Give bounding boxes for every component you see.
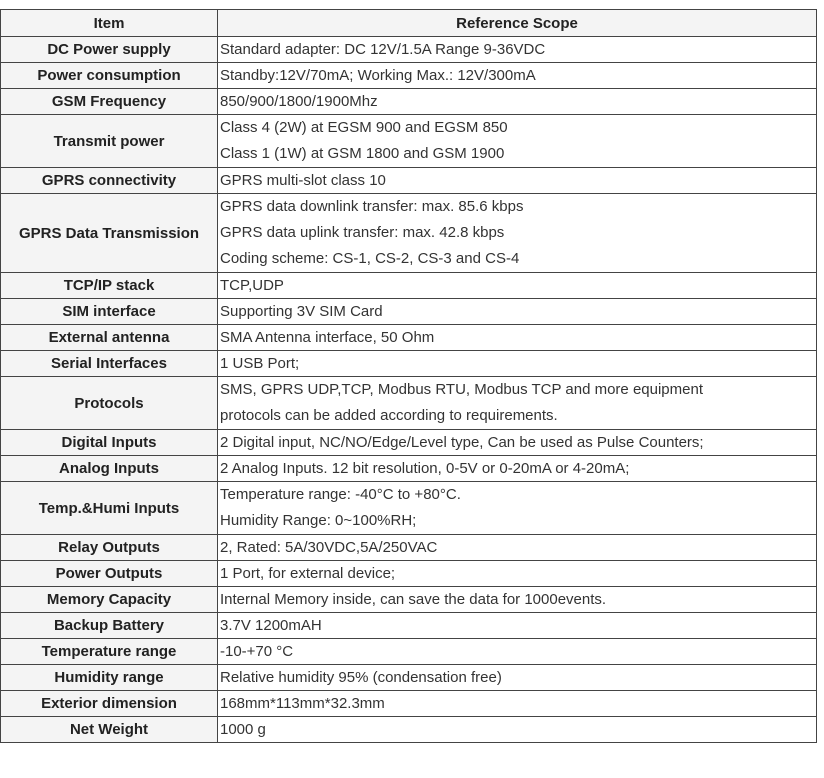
table-row [1,613,817,639]
item-cell: Temp.&Humi Inputs [1,482,218,535]
scope-line: Temperature range: -40°C to +80°C. [220,486,461,503]
scope-line: GPRS data uplink transfer: max. 42.8 kbps [220,224,505,241]
table-row [1,168,817,194]
scope-cell [218,717,817,743]
item-cell: Digital Inputs [1,430,218,456]
scope-cell [218,561,817,587]
item-cell: Relay Outputs [1,535,218,561]
scope-line: 2 Analog Inputs. 12 bit resolution, 0-5V or 0-20mA or 4-20mA; [220,460,630,477]
scope-line: 3.7V 1200mAH [220,617,322,634]
scope-line: 2, Rated: 5A/30VDC,5A/250VAC [220,539,438,556]
table-row [1,377,817,430]
scope-line: protocols can be added according to requirements. [220,407,558,424]
table-row [1,325,817,351]
scope-line: 1 Port, for external device; [220,565,396,582]
scope-cell [218,377,817,430]
table-row [1,194,817,273]
table-row [1,299,817,325]
scope-cell [218,535,817,561]
table-row [1,37,817,63]
item-cell: DC Power supply [1,37,218,63]
scope-cell [218,665,817,691]
scope-line: Humidity Range: 0~100%RH; [220,512,417,529]
scope-cell [218,273,817,299]
scope-line: Standby:12V/70mA; Working Max.: 12V/300mA [220,67,536,84]
scope-line: Relative humidity 95% (condensation free) [220,669,502,686]
table-row [1,587,817,613]
scope-line: 2 Digital input, NC/NO/Edge/Level type, Can be used as Pulse Counters; [220,434,704,451]
item-cell: Analog Inputs [1,456,218,482]
scope-cell [218,325,817,351]
item-cell: GPRS Data Transmission [1,194,218,273]
table-row [1,456,817,482]
scope-line: 850/900/1800/1900Mhz [220,93,378,110]
item-cell: TCP/IP stack [1,273,218,299]
item-cell: Serial Interfaces [1,351,218,377]
item-cell: SIM interface [1,299,218,325]
item-cell: Backup Battery [1,613,218,639]
scope-cell [218,299,817,325]
scope-cell [218,63,817,89]
spec-table [0,9,817,743]
table-row [1,717,817,743]
scope-line: SMS, GPRS UDP,TCP, Modbus RTU, Modbus TCP and more equipment [220,381,703,398]
item-cell: GSM Frequency [1,89,218,115]
scope-line: Coding scheme: CS-1, CS-2, CS-3 and CS-4 [220,250,520,267]
table-row [1,561,817,587]
scope-line: 168mm*113mm*32.3mm [220,695,385,712]
scope-line: Class 4 (2W) at EGSM 900 and EGSM 850 [220,119,508,136]
scope-line: Class 1 (1W) at GSM 1800 and GSM 1900 [220,145,505,162]
item-cell: Memory Capacity [1,587,218,613]
scope-line: GPRS data downlink transfer: max. 85.6 kbps [220,198,524,215]
item-cell: Humidity range [1,665,218,691]
header-row [1,10,817,37]
scope-line: TCP,UDP [220,277,284,294]
scope-cell [218,115,817,168]
table-row [1,430,817,456]
spec-table-body [1,37,817,743]
table-row [1,89,817,115]
table-row [1,691,817,717]
item-cell: Power consumption [1,63,218,89]
scope-line: Standard adapter: DC 12V/1.5A Range 9-36VDC [220,41,546,58]
item-cell: Exterior dimension [1,691,218,717]
scope-line: 1 USB Port; [220,355,300,372]
scope-line: SMA Antenna interface, 50 Ohm [220,329,435,346]
item-cell: Protocols [1,377,218,430]
item-cell: GPRS connectivity [1,168,218,194]
scope-line: -10-+70 °C [220,643,294,660]
scope-cell [218,351,817,377]
scope-cell [218,482,817,535]
scope-cell [218,613,817,639]
scope-cell [218,587,817,613]
scope-line: Internal Memory inside, can save the data for 1000events. [220,591,607,608]
table-row [1,482,817,535]
item-cell: Power Outputs [1,561,218,587]
scope-cell [218,691,817,717]
item-column-header: Item [1,10,218,37]
scope-cell [218,456,817,482]
scope-cell [218,168,817,194]
item-cell: External antenna [1,325,218,351]
scope-line: Supporting 3V SIM Card [220,303,383,320]
table-row [1,639,817,665]
table-row [1,535,817,561]
item-cell: Transmit power [1,115,218,168]
table-row [1,665,817,691]
scope-cell [218,89,817,115]
item-cell: Net Weight [1,717,218,743]
scope-column-header: Reference Scope [218,10,817,37]
scope-cell [218,639,817,665]
scope-cell [218,37,817,63]
item-cell: Temperature range [1,639,218,665]
scope-cell [218,430,817,456]
table-row [1,273,817,299]
scope-line: GPRS multi-slot class 10 [220,172,386,189]
scope-line: 1000 g [220,721,266,738]
table-row [1,63,817,89]
table-row [1,351,817,377]
table-row [1,115,817,168]
scope-cell [218,194,817,273]
